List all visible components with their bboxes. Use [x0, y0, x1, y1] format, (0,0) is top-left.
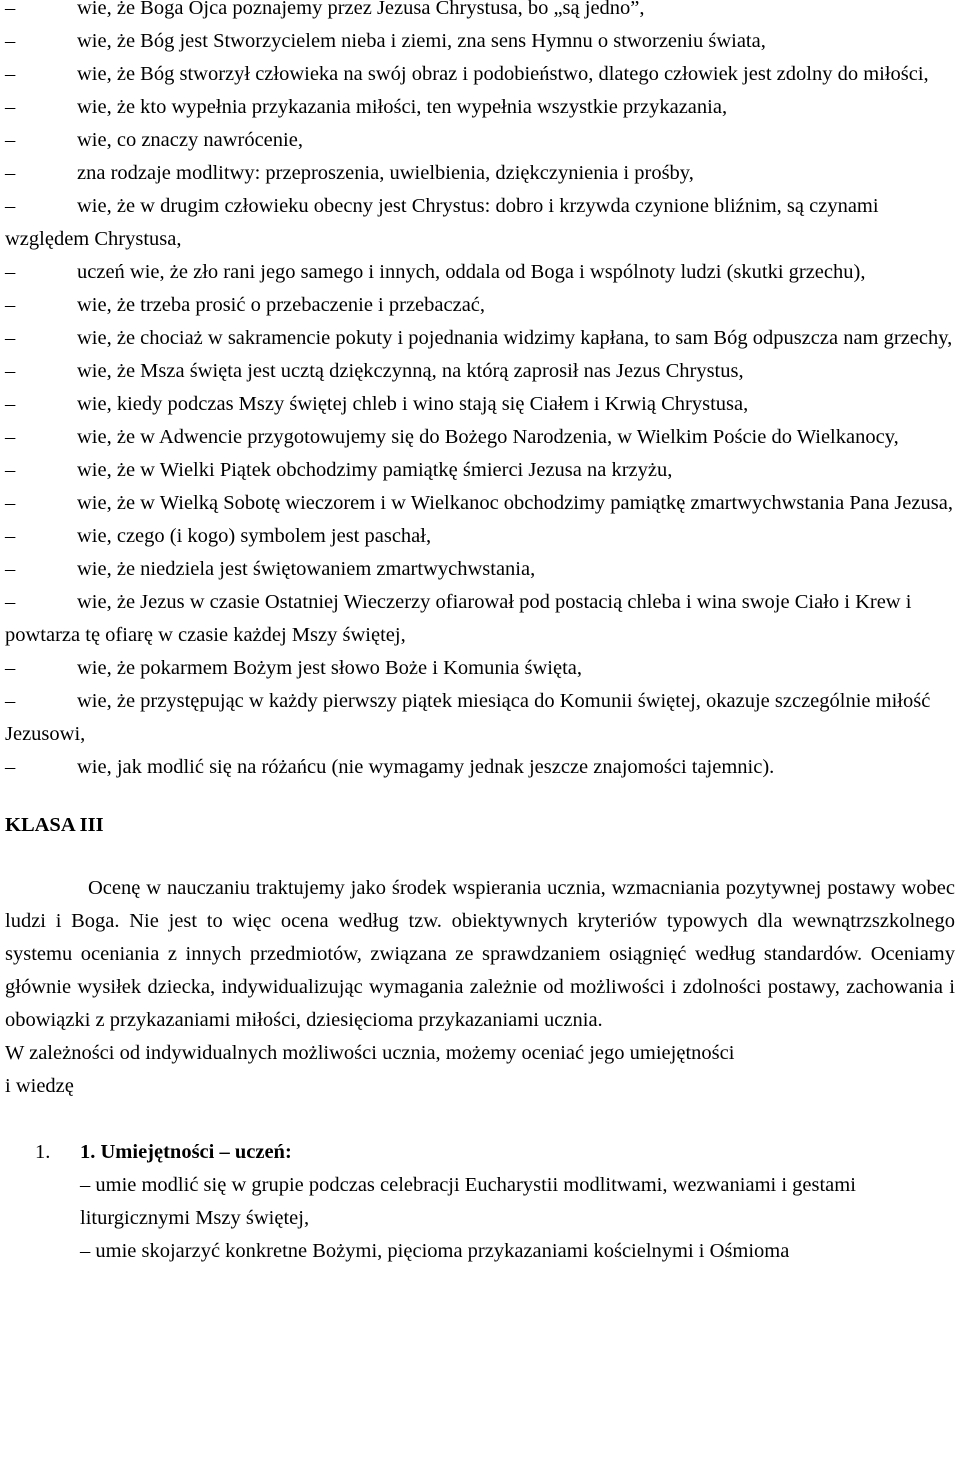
list-item — [5, 124, 955, 157]
dash-bullet: – — [5, 459, 16, 481]
list-item-text: wie, że Bóg stworzył człowieka na swój obraz i podobieństwo, dlatego człowiek jest zdolny do miłości, — [77, 63, 929, 85]
list-item-text: wie, że Jezus w czasie Ostatniej Wieczerzy ofiarował pod postacią chleba i wina swoje Ciało i Krew i powtarza tę ofiarę w czasie każdej Mszy świętej, — [5, 591, 912, 646]
dash-bullet: – — [5, 492, 16, 514]
list-item — [5, 0, 955, 25]
list-item-text: wie, jak modlić się na różańcu (nie wymagamy jednak jeszcze znajomości tajemnic). — [77, 756, 775, 778]
dash-bullet: – — [5, 657, 16, 679]
list-item-text: wie, że w Wielki Piątek obchodzimy pamiątkę śmierci Jezusa na krzyżu, — [77, 459, 673, 481]
list-item-text: wie, że niedziela jest świętowaniem zmartwychwstania, — [77, 558, 536, 580]
bullet-list — [5, 0, 955, 784]
list-item-text: wie, że Bóg jest Stworzycielem nieba i ziemi, zna sens Hymnu o stworzeniu świata, — [77, 30, 766, 52]
list-item-text: uczeń wie, że zło rani jego samego i innych, oddala od Boga i wspólnoty ludzi (skutki grzechu), — [77, 261, 866, 283]
list-item — [5, 91, 955, 124]
list-item — [5, 190, 955, 256]
list-item — [5, 421, 955, 454]
list-item — [5, 685, 955, 751]
sub-list-item — [5, 1235, 955, 1268]
dash-bullet: – — [5, 96, 16, 118]
list-item — [5, 586, 955, 652]
sub-list-item — [5, 1169, 955, 1235]
dash-bullet: – — [80, 1174, 91, 1196]
dash-bullet: – — [5, 162, 16, 184]
paragraph-assessment — [5, 872, 955, 1037]
list-item — [5, 322, 955, 355]
dash-bullet: – — [5, 0, 16, 19]
sub-list-item-text: umie skojarzyć konkretne Bożymi, pięcioma przykazaniami kościelnymi i Ośmioma — [95, 1240, 790, 1262]
section-heading: KLASA III — [5, 814, 104, 836]
list-item — [5, 751, 955, 784]
dash-bullet: – — [5, 690, 16, 712]
list-item-text: wie, że w drugim człowieku obecny jest Chrystus: dobro i krzywda czynione bliźnim, są czynami względem Chrystusa, — [5, 195, 879, 250]
dash-bullet: – — [5, 294, 16, 316]
list-item-text: wie, czego (i kogo) symbolem jest paschał, — [77, 525, 432, 547]
sub-list-item-text: umie modlić się w grupie podczas celebracji Eucharystii modlitwami, wezwaniami i gestami liturgicznymi Mszy świętej, — [80, 1174, 856, 1229]
list-item-text: wie, że trzeba prosić o przebaczenie i przebaczać, — [77, 294, 486, 316]
paragraph-line: i wiedzę — [5, 1075, 74, 1097]
dash-bullet: – — [5, 393, 16, 415]
list-item-text: wie, że kto wypełnia przykazania miłości, ten wypełnia wszystkie przykazania, — [77, 96, 728, 118]
dash-bullet: – — [5, 129, 16, 151]
dash-bullet: – — [5, 261, 16, 283]
list-item-text: wie, że Msza święta jest ucztą dziękczynną, na którą zaprosił nas Jezus Chrystus, — [77, 360, 744, 382]
dash-bullet: – — [5, 30, 16, 52]
dash-bullet: – — [5, 426, 16, 448]
dash-bullet: – — [5, 327, 16, 349]
list-item-text: wie, że pokarmem Bożym jest słowo Boże i Komunia święta, — [77, 657, 582, 679]
list-item — [5, 25, 955, 58]
list-item-text: zna rodzaje modlitwy: przeproszenia, uwielbienia, dziękczynienia i prośby, — [77, 162, 694, 184]
dash-bullet: – — [5, 360, 16, 382]
list-item — [5, 454, 955, 487]
list-item — [5, 652, 955, 685]
list-item-text: wie, kiedy podczas Mszy świętej chleb i wino stają się Ciałem i Krwią Chrystusa, — [77, 393, 749, 415]
list-item — [5, 256, 955, 289]
paragraph-line: W zależności od indywidualnych możliwości ucznia, możemy oceniać jego umiejętności — [5, 1042, 735, 1064]
list-item — [5, 58, 955, 91]
list-item-text: wie, że Boga Ojca poznajemy przez Jezusa Chrystusa, bo „są jedno”, — [77, 0, 645, 19]
paragraph-text: Ocenę w nauczaniu traktujemy jako środek wspierania ucznia, wzmacniania pozytywnej postawy wobec ludzi i Boga. Nie jest to więc ocena według tzw. obiektywnych kryteriów typowych dla wewnątrzszkolnego systemu oceniania z innych przedmiotów, związana ze sprawdzaniem osiągnięć według standardów. Oceniamy głównie wysiłek dziecka, indywidualizując wymagania zależnie od możliwości i zdolności postawy, zachowania i obowiązki z przykazaniami miłości, dziesięcioma przykazaniami ucznia. — [5, 877, 955, 1031]
dash-bullet: – — [5, 525, 16, 547]
dash-bullet: – — [5, 63, 16, 85]
dash-bullet: – — [5, 195, 16, 217]
list-item — [5, 355, 955, 388]
list-item — [5, 487, 955, 520]
list-number: 1. — [35, 1141, 51, 1163]
list-item-text: wie, że przystępując w każdy pierwszy piątek miesiąca do Komunii świętej, okazuje szczególnie miłość Jezusowi, — [5, 690, 931, 745]
list-item-text: wie, że chociaż w sakramencie pokuty i pojednania widzimy kapłana, to sam Bóg odpuszcza nam grzechy, — [77, 327, 953, 349]
list-item-text: wie, co znaczy nawrócenie, — [77, 129, 303, 151]
dash-bullet: – — [80, 1240, 91, 1262]
numbered-item-title: 1. Umiejętności – uczeń: — [80, 1141, 292, 1163]
numbered-item — [5, 1136, 955, 1169]
list-item — [5, 289, 955, 322]
dash-bullet: – — [5, 558, 16, 580]
list-item-text: wie, że w Wielką Sobotę wieczorem i w Wielkanoc obchodzimy pamiątkę zmartwychwstania Pana Jezusa, — [77, 492, 953, 514]
dash-bullet: – — [5, 591, 16, 613]
list-item — [5, 553, 955, 586]
list-item-text: wie, że w Adwencie przygotowujemy się do Bożego Narodzenia, w Wielkim Poście do Wielkanocy, — [77, 426, 899, 448]
list-item — [5, 157, 955, 190]
list-item — [5, 388, 955, 421]
list-item — [5, 520, 955, 553]
dash-bullet: – — [5, 756, 16, 778]
spacer — [5, 1103, 955, 1136]
